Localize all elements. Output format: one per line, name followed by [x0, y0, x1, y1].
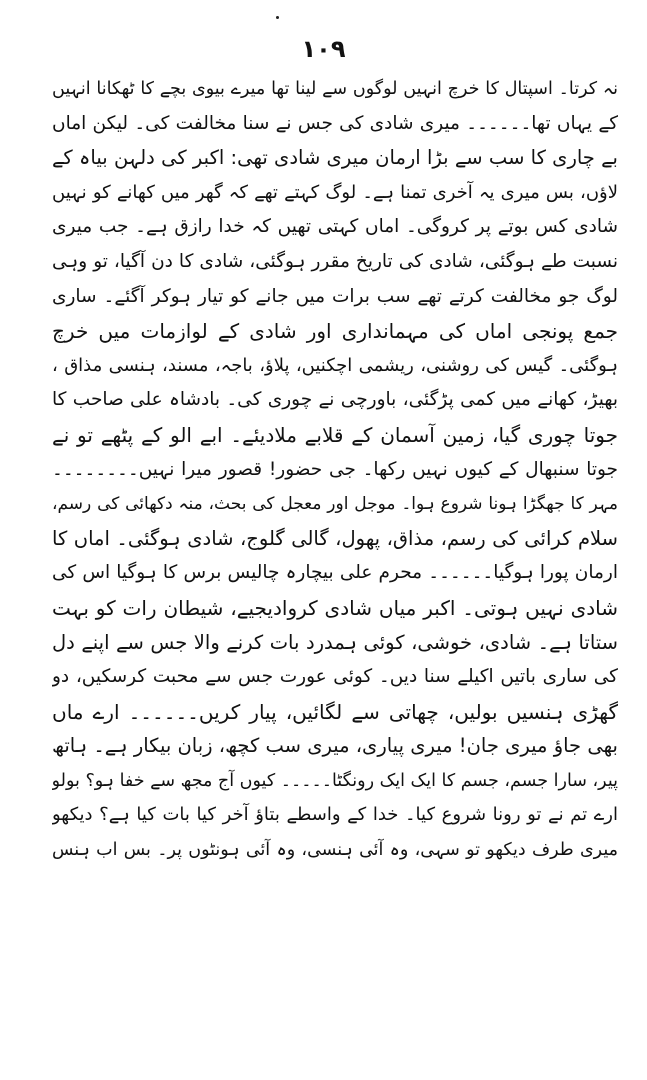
- text-line: میری طرف دیکھو تو سہی، وہ آئی ہنسی، وہ آئی ہونٹوں پر۔ بس اب ہنس: [52, 840, 618, 861]
- text-line: ارمان پورا ہوگیا۔۔۔۔۔۔ محرم علی بیچارہ چالیس برس کا ہوگیا اس کی: [52, 562, 618, 584]
- text-line: شادی کس بوتے پر کروگی۔ اماں کہتی تھیں کہ خدا رازق ہے۔ جب میری: [52, 216, 618, 238]
- text-line: سلام کرائی کی رسم، مذاق، پھول، گالی گلوج، شادی ہوگئی۔ اماں کا: [52, 526, 618, 550]
- scan-speck: [276, 16, 279, 19]
- text-line: پیر، سارا جسم، جسم کا ایک ایک رونگٹا۔۔۔۔۔ کیوں آج مجھ سے خفا ہو؟ بولو: [52, 770, 618, 791]
- text-line: جوتا سنبھال کے کیوں نہیں رکھا۔ جی حضور! قصور میرا نہیں۔۔۔۔۔۔۔۔: [52, 458, 618, 480]
- body-text: [52, 72, 618, 868]
- text-line: بھیڑ، کھانے میں کمی پڑگئی، باورچی نے چوری کی۔ بادشاہ علی صاحب کا: [52, 389, 618, 411]
- text-line: لوگ جو مخالفت کرتے تھے سب برات میں جانے کو تیار ہوکر آگئے۔ ساری: [52, 285, 618, 307]
- text-line: نہ کرتا۔ اسپتال کا خرچ انہیں لوگوں سے لینا تھا میرے بیوی بچے کا ٹھکانا انہیں: [52, 79, 618, 99]
- text-line: کی ساری باتیں اکیلے سنا دیں۔ کوئی عورت جس سے محبت کرسکیں، دو: [52, 666, 618, 688]
- text-line: لاؤں، بس میری یہ آخری تمنا ہے۔ لوگ کہتے تھے کہ گھر میں کھانے کو نہیں: [52, 181, 618, 203]
- text-line: ہوگئی۔ گیس کی روشنی، ریشمی اچکنیں، پلاؤ، باجہ، مسند، ہنسی مذاق ،: [52, 354, 618, 376]
- text-line: جوتا چوری گیا، زمین آسمان کے قلابے ملادیئے۔ ابے الو کے پٹھے تو نے: [52, 422, 618, 447]
- text-line: گھڑی ہنسیں بولیں، چھاتی سے لگائیں، پیار کریں۔۔۔۔۔۔ ارے ماں: [52, 699, 618, 724]
- text-line: نسبت طے ہوگئی، شادی کی تاریخ مقرر ہوگئی، شادی کا دن آگیا، تو وہی: [52, 250, 618, 272]
- page-number: ۱۰۹: [301, 35, 346, 63]
- text-line: ارے تم نے تو رونا شروع کیا۔ خدا کے واسطے بتاؤ آخر کیا بات کیا ہے؟ دیکھو: [52, 804, 618, 826]
- text-line: ستاتا ہے۔ شادی، خوشی، کوئی ہمدرد بات کرنے والا جس سے اپنے دل: [52, 630, 618, 654]
- text-line: بے چاری کا سب سے بڑا ارمان میری شادی تھی: اکبر کی دلہن بیاہ کے: [52, 146, 618, 170]
- text-line: شادی نہیں ہوتی۔ اکبر میاں شادی کروادیجیے، شیطان رات کو بہت: [52, 595, 618, 620]
- text-line: کے یہاں تھا۔۔۔۔۔۔ میری شادی کی جس نے سنا مخالفت کی۔ لیکن اماں: [52, 112, 618, 134]
- text-line: بھی جاؤ میری جان! میری پیاری، میری سب کچھ، زبان بیکار ہے۔ ہاتھ: [52, 734, 618, 758]
- text-line: مہر کا جھگڑا ہونا شروع ہوا۔ موجل اور معجل کی بحث، منہ دکھائی کی رسم،: [52, 494, 618, 515]
- text-line: جمع پونجی اماں کی مہمانداری اور شادی کے لوازمات میں خرچ: [52, 319, 618, 344]
